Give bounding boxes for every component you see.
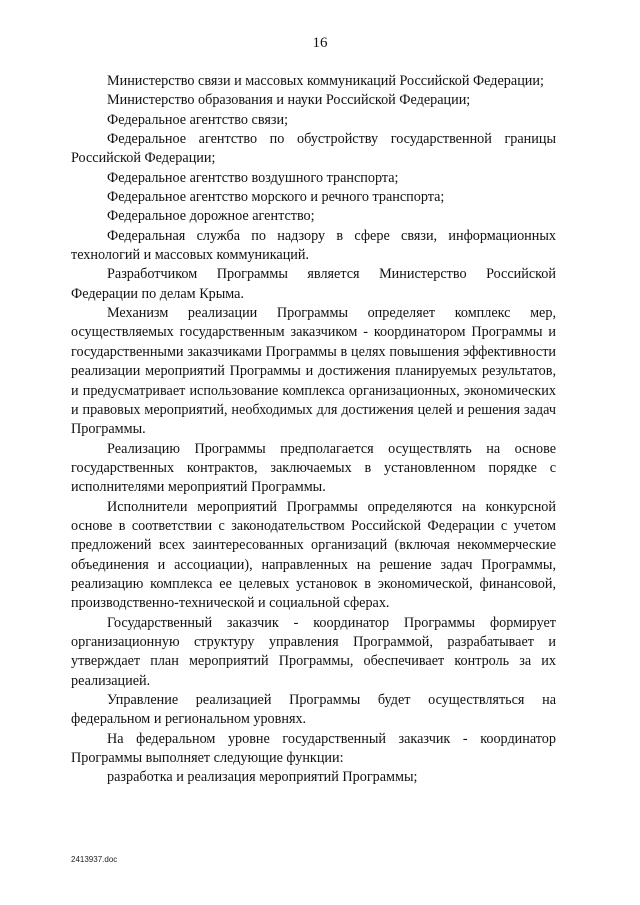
paragraph-implementation-mechanism: Механизм реализации Программы определяет комплекс мер, осуществляемых государственным заказчиком - координатором Программы и государственными заказчиками Программы в целях повышения эффективности реализации мероприятий Программы и достижения планируемых результатов, и предусматривает использование комплекса организационных, экономических и правовых мероприятий, необходимых для достижения целей и решения задач Программы. bbox=[71, 305, 556, 438]
paragraph-supervision-service: Федеральная служба по надзору в сфере связи, информационных технологий и массовых коммуникаций. bbox=[71, 227, 556, 264]
paragraph-ministry-communications: Министерство связи и массовых коммуникаций Российской Федерации; bbox=[107, 73, 544, 89]
paragraph-agency-border: Федеральное агентство по обустройству государственной границы Российской Федерации; bbox=[71, 131, 556, 167]
paragraph-program-developer: Разработчиком Программы является Министерство Российской Федерации по делам Крыма. bbox=[71, 266, 556, 302]
paragraph-road-agency: Федеральное дорожное агентство; bbox=[107, 208, 315, 225]
paragraph-executors-selection: Исполнители мероприятий Программы определяются на конкурсной основе в соответствии с законодательством Российской Федерации с учетом предложений всех заинтересованных организаций (включая некоммерческие объединения и ассоциации), направленных на решение задач Программы, реализацию комплекса ее целевых установок в экономической, финансовой, производственно-технической и социальной сферах. bbox=[71, 498, 556, 612]
paragraph-ministry-education: Министерство образования и науки Российской Федерации; bbox=[107, 92, 471, 109]
paragraph-agency-air-transport: Федеральное агентство воздушного транспорта; bbox=[107, 169, 399, 186]
page-number: 16 bbox=[312, 35, 328, 51]
paragraph-federal-level-functions: На федеральном уровне государственный заказчик - координатор Программы выполняет следующие функции: bbox=[71, 730, 556, 767]
paragraph-agency-communications: Федеральное агентство связи; bbox=[107, 111, 289, 128]
document-file-id: 2413937.doc bbox=[71, 855, 118, 864]
paragraph-coordinator-role: Государственный заказчик - координатор Программы формирует организационную структуру управления Программой, разрабатывает и утверждает план мероприятий Программы, обеспечивает контроль за их реализацией. bbox=[71, 614, 556, 689]
paragraph-management-levels: Управление реализацией Программы будет осуществляться на федеральном и региональном уровнях. bbox=[71, 692, 556, 728]
document-body bbox=[71, 72, 556, 788]
paragraph-agency-sea-river-transport: Федеральное агентство морского и речного транспорта; bbox=[107, 189, 445, 206]
paragraph-function-development: разработка и реализация мероприятий Программы; bbox=[107, 769, 418, 786]
paragraph-state-contracts: Реализацию Программы предполагается осуществлять на основе государственных контрактов, заключаемых в установленном порядке с исполнителями мероприятий Программы. bbox=[71, 440, 556, 496]
